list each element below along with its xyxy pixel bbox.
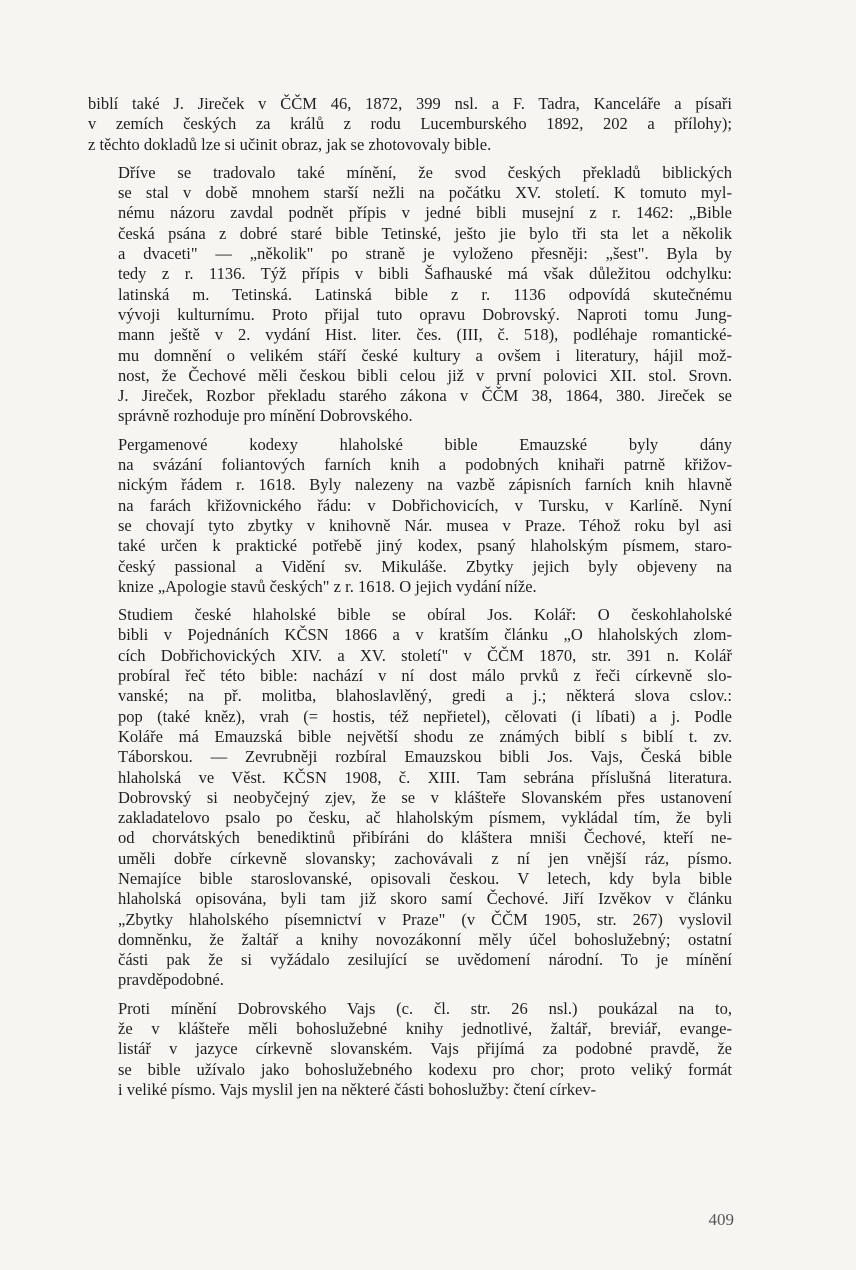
text-line: nost, že Čechové měli českou bibli celou již v první polovici XII. stol. Srovn. [118,365,732,385]
text-line: „Zbytky hlaholského písemnictví v Praze" (v ČČM 1905, str. 267) vyslovil [118,909,732,929]
text-line: správně rozhoduje pro mínění Dobrovského. [118,406,413,426]
paragraph [88,605,732,991]
text-line: nickým řádem r. 1618. Byly nalezeny na vazbě zápisních farních knih hlavně [118,475,732,495]
text-line: i veliké písmo. Vajs myslil jen na některé části bohoslužby: čtení církev- [118,1079,597,1099]
text-line: vývoji kulturnímu. Proto přijal tuto opravu Dobrovský. Naproti tomu Jung- [118,304,732,324]
text-line: knize „Apologie stavů českých" z r. 1618. O jejich vydání níže. [118,576,537,596]
text-line: uměli dobře církevně slovansky; zachovávali z ní jen vnější ráz, písmo. [118,848,732,868]
text-line: na farách křižovnického řádu: v Dobřichovicích, v Tursku, v Karlíně. Nyní [118,495,732,515]
text-line: latinská m. Tetinská. Latinská bible z r. 1136 odpovídá skutečnému [118,284,732,304]
text-line: nému názoru zavdal podnět přípis v jedné bibli musejní z r. 1462: „Bible [118,203,732,223]
text-line: česká psána z dobré staré bible Tetinské, ješto jie bylo tři sta let a několik [118,223,732,243]
text-line: Dobrovský si neobyčejný zjev, že se v klášteře Slovanském přes ustanovení [118,787,732,807]
text-line: mu domnění o velikém stáří české kultury a ovšem i literatury, hájil mož- [118,345,732,365]
text-line: Nemajíce bible staroslovanské, opisovali českou. V letech, kdy byla bible [118,868,732,888]
text-line: Dříve se tradovalo také mínění, že svod českých překladů biblických [118,162,732,182]
text-line: na svázání foliantových farních knih a podobných knihaři patrně křižov- [118,455,732,475]
text-line: a dvaceti" — „několik" po straně je vyloženo přesněji: „šest". Byla by [118,244,732,264]
text-line: hlaholská opisována, byli tam již skoro samí Čechové. Jiří Izvěkov v článku [118,889,732,909]
text-line: hlaholská ve Věst. KČSN 1908, č. XIII. Tam sebrána příslušná literatura. [118,767,732,787]
text-line: listář v jazyce církevně slovanském. Vajs přijímá za podobné pravdě, že [118,1039,732,1059]
text-line: cích Dobřichovických XIV. a XV. století" v ČČM 1870, str. 391 n. Kolář [118,645,732,665]
text-line: bibli v Pojednáních KČSN 1866 a v kratším článku „O hlaholských zlom- [118,625,732,645]
text-line: biblí také J. Jireček v ČČM 46, 1872, 399 nsl. a F. Tadra, Kanceláře a písaři [88,94,732,113]
text-line: Studiem české hlaholské bible se obíral Jos. Kolář: O českohlaholské [118,605,732,625]
text-line: že v klášteře měli bohoslužebné knihy jednotlivé, žaltář, breviář, evange- [118,1019,732,1039]
text-line: Pergamenové kodexy hlaholské bible Emauzské byly dány [118,434,732,454]
text-line: zakladatelovo psalo po česku, ač hlaholským písmem, vykládal tím, že byli [118,808,732,828]
text-line: Koláře má Emauzská bible největší shodu ze známých biblí s biblí t. zv. [118,726,732,746]
text-line: mann ještě v 2. vydání Hist. liter. čes. (III, č. 518), podléhaje romantické- [118,325,732,345]
text-line: vanské; na př. molitba, blahoslavlěný, gredi a j.; některá slova cslov.: [118,686,732,706]
text-line: od chorvátských benediktinů přibíráni do kláštera mniši Čechové, kteří ne- [118,828,732,848]
paragraph [88,435,732,597]
text-line: Táborskou. — Zevrubněji rozbíral Emauzskou bibli Jos. Vajs, Česká bible [118,747,732,767]
text-line: se bible užívalo jako bohoslužebného kodexu pro chor; proto veliký formát [118,1059,732,1079]
text-line: tedy z r. 1136. Týž přípis v bibli Šafhauské má však důležitou odchylku: [118,264,732,284]
text-line: domněnku, že žaltář a knihy novozákonní měly účel bohoslužebný; ostatní [118,929,732,949]
text-line: probíral řeč této bible: nachází v ní dost málo prvků z řeči církevně slo- [118,666,732,686]
text-line: z těchto dokladů lze si učinit obraz, jak se zhotovovaly bible. [88,134,492,154]
page-text [88,94,732,1108]
text-line: pop (také kněz), vrah (= hostis, též nepřietel), cělovati (i líbati) a j. Podle [118,706,732,726]
text-line: se stal v době mnohem starší nežli na počátku XV. století. K tomuto myl- [118,183,732,203]
text-line: český passional a Vidění sv. Mikuláše. Zbytky jejich byly objeveny na [118,556,732,576]
text-line: také určen k praktické potřebě jiný kodex, psaný hlaholským písmem, staro- [118,536,732,556]
text-line: J. Jireček, Rozbor překladu starého zákona v ČČM 38, 1864, 380. Jireček se [118,386,732,406]
text-line: se chovají tyto zbytky v knihovně Nár. musea v Praze. Téhož roku byl asi [118,515,732,535]
text-line: pravděpodobné. [118,970,224,990]
paragraph [88,999,732,1100]
text-line: v zemích českých za králů z rodu Lucemburského 1892, 202 a přílohy); [88,114,732,134]
page-number: 409 [708,1210,734,1229]
text-line: části pak že si vyžádalo zesilující se uvědomení národní. To je mínění [118,950,732,970]
paragraph [88,163,732,427]
paragraph [88,94,732,155]
text-line: Proti mínění Dobrovského Vajs (c. čl. str. 26 nsl.) poukázal na to, [118,998,732,1018]
